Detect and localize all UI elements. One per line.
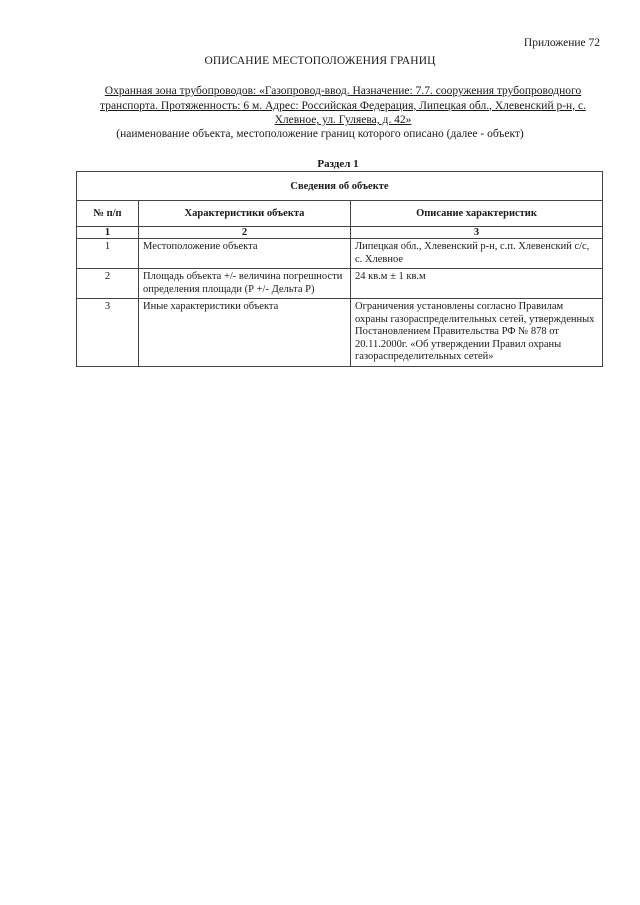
table-title-row — [77, 172, 603, 201]
row-number: 2 — [77, 269, 139, 299]
column-number-row — [77, 227, 603, 239]
row-characteristic: Площадь объекта +/- величина погрешности определения площади (Р +/- Дельта Р) — [139, 269, 351, 299]
column-header-row — [77, 201, 603, 227]
section-title: Раздел 1 — [317, 158, 359, 170]
column-header-number: № п/п — [77, 201, 139, 227]
appendix-label: Приложение 72 — [523, 37, 600, 49]
row-number: 1 — [77, 239, 139, 269]
column-header-characteristic: Характеристики объекта — [139, 201, 351, 227]
table-row — [77, 299, 603, 367]
column-header-description: Описание характеристик — [351, 201, 603, 227]
document-title: ОПИСАНИЕ МЕСТОПОЛОЖЕНИЯ ГРАНИЦ — [204, 55, 436, 67]
row-description: 24 кв.м ± 1 кв.м — [351, 269, 603, 299]
column-number: 1 — [77, 227, 139, 239]
table-row — [77, 239, 603, 269]
row-description: Липецкая обл., Хлевенский р-н, с.п. Хлевенский с/с, с. Хлевное — [351, 239, 603, 269]
row-characteristic: Иные характеристики объекта — [139, 299, 351, 367]
row-characteristic: Местоположение объекта — [139, 239, 351, 269]
table-title: Сведения об объекте — [77, 172, 603, 201]
object-info-table — [76, 171, 603, 367]
column-number: 3 — [351, 227, 603, 239]
row-description: Ограничения установлены согласно Правилам охраны газораспределительных сетей, утвержденных Постановлением Правительства РФ № 878 от 20.11.2000г. «Об утверждении Правил охраны газораспределительных сетей» — [351, 299, 603, 367]
column-number: 2 — [139, 227, 351, 239]
object-name: Охранная зона трубопроводов: «Газопровод-ввод. Назначение: 7.7. сооружения трубопроводного транспорта. Протяженность: 6 м. Адрес: Российская Федерация, Липецкая обл., Хлевенский р-н, с. Хлевное, ул. Гуляева, д. 42» — [100, 85, 586, 126]
object-caption: (наименование объекта, местоположение границ которого описано (далее - объект) — [116, 128, 524, 140]
row-number: 3 — [77, 299, 139, 367]
table-row — [77, 269, 603, 299]
